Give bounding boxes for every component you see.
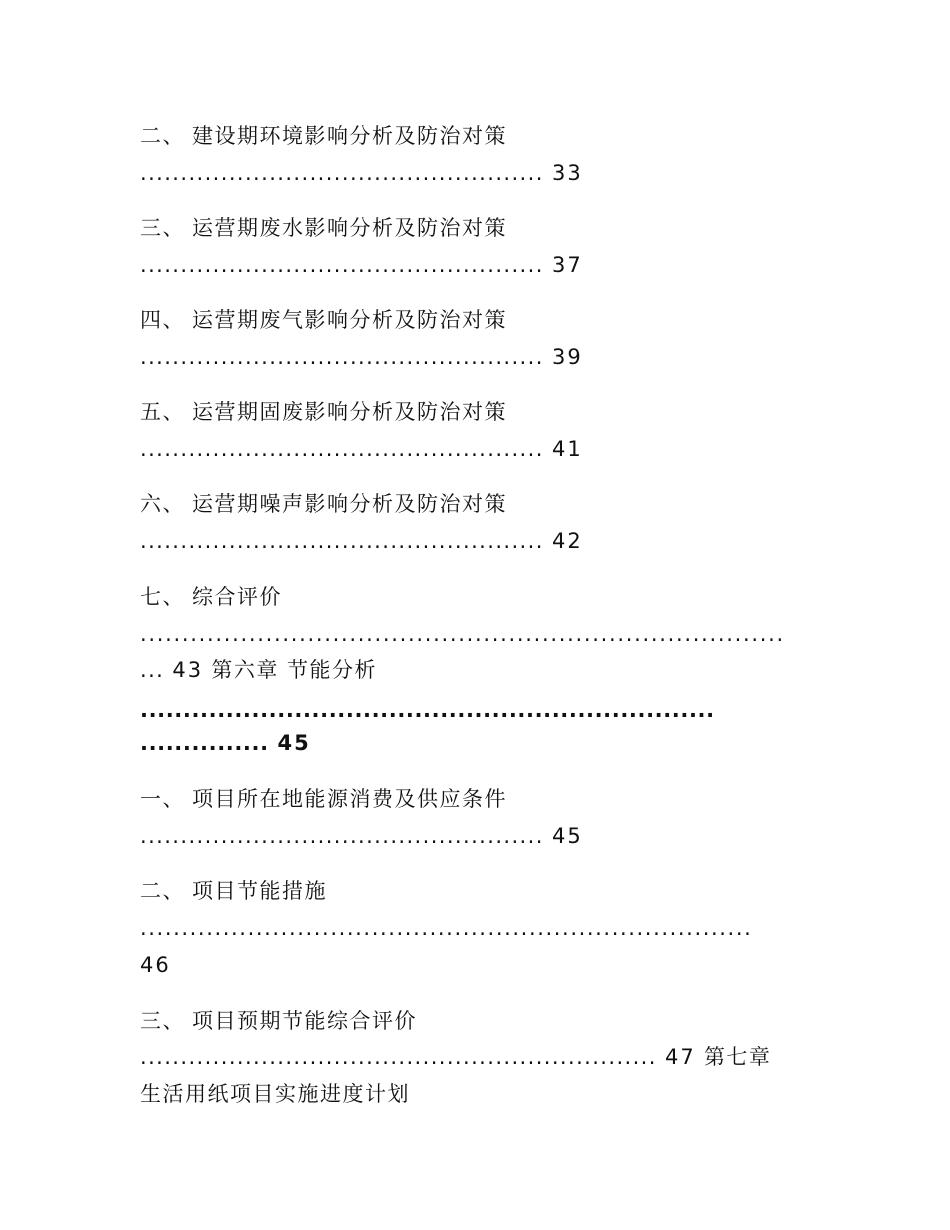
toc-entry-leader — [140, 435, 583, 463]
toc-dot-leader: ................................................................... — [140, 698, 715, 722]
chapter-leader — [140, 729, 311, 757]
chapter-heading: 第七章 — [703, 1045, 772, 1069]
toc-entry-leader — [140, 1043, 771, 1071]
toc-dot-leader: .................................................. — [140, 529, 544, 553]
toc-page-number: 47 — [665, 1045, 696, 1069]
toc-entry-title — [140, 306, 507, 334]
toc-entry-number: 二、 — [140, 124, 185, 148]
toc-dot-leader: .................................................. — [140, 161, 544, 185]
toc-entry-title — [140, 877, 327, 905]
toc-dot-leader: .................................................. — [140, 824, 544, 848]
toc-entry-text: 综合评价 — [192, 585, 282, 609]
toc-entry-leader — [140, 343, 583, 371]
toc-page-number: 37 — [551, 253, 583, 277]
toc-entry-title — [140, 785, 507, 813]
toc-entry-continuation — [140, 951, 171, 979]
toc-page-number: 46 — [140, 953, 171, 977]
toc-entry-leader — [140, 527, 583, 555]
toc-entry-title — [140, 1007, 417, 1035]
toc-entry-leader — [140, 251, 583, 279]
toc-entry-leader — [140, 620, 785, 648]
toc-dot-leader: .......................................................................... — [140, 916, 753, 940]
toc-entry-text: 运营期废水影响分析及防治对策 — [192, 216, 507, 240]
toc-entry-number: 一、 — [140, 787, 185, 811]
toc-entry-title — [140, 214, 507, 242]
toc-page-number: 42 — [551, 529, 583, 553]
toc-dot-leader: .................................................. — [140, 345, 544, 369]
toc-entry-leader — [140, 159, 583, 187]
toc-entry-text: 建设期环境影响分析及防治对策 — [192, 124, 507, 148]
toc-dot-leader: .................................................. — [140, 437, 544, 461]
toc-entry-number: 四、 — [140, 308, 185, 332]
toc-dot-leader: ... — [140, 658, 165, 682]
toc-entry-number: 二、 — [140, 879, 185, 903]
chapter-heading-continuation — [140, 1080, 410, 1108]
toc-entry-text: 项目所在地能源消费及供应条件 — [192, 787, 507, 811]
toc-entry-title — [140, 398, 507, 426]
toc-entry-title — [140, 583, 282, 611]
toc-entry-text: 运营期噪声影响分析及防治对策 — [192, 492, 507, 516]
toc-entry-text: 项目节能措施 — [192, 879, 327, 903]
toc-page-number: 45 — [277, 731, 311, 755]
chapter-heading: 第六章 节能分析 — [211, 658, 378, 682]
toc-dot-leader: ................................................................ — [140, 1045, 657, 1069]
toc-dot-leader: .................................................. — [140, 253, 544, 277]
toc-entry-leader — [140, 822, 583, 850]
toc-page-number: 39 — [551, 345, 583, 369]
toc-entry-number: 五、 — [140, 400, 185, 424]
toc-entry-title — [140, 490, 507, 518]
chapter-title: 生活用纸项目实施进度计划 — [140, 1082, 410, 1106]
toc-page-number: 33 — [551, 161, 583, 185]
toc-entry-number: 三、 — [140, 216, 185, 240]
chapter-leader — [140, 696, 715, 724]
toc-entry-number: 七、 — [140, 585, 185, 609]
toc-entry-text: 运营期废气影响分析及防治对策 — [192, 308, 507, 332]
toc-dot-leader: ............................................................................. — [140, 622, 785, 646]
toc-page-number: 45 — [551, 824, 583, 848]
toc-entry-text: 项目预期节能综合评价 — [192, 1009, 417, 1033]
toc-entry-leader — [140, 914, 752, 942]
toc-entry-continuation — [140, 656, 377, 684]
toc-entry-number: 六、 — [140, 492, 185, 516]
toc-dot-leader: ............... — [140, 731, 269, 755]
toc-page-number: 41 — [551, 437, 583, 461]
toc-page-number: 43 — [172, 658, 204, 682]
toc-entry-text: 运营期固废影响分析及防治对策 — [192, 400, 507, 424]
toc-entry-title — [140, 122, 507, 150]
toc-entry-number: 三、 — [140, 1009, 185, 1033]
